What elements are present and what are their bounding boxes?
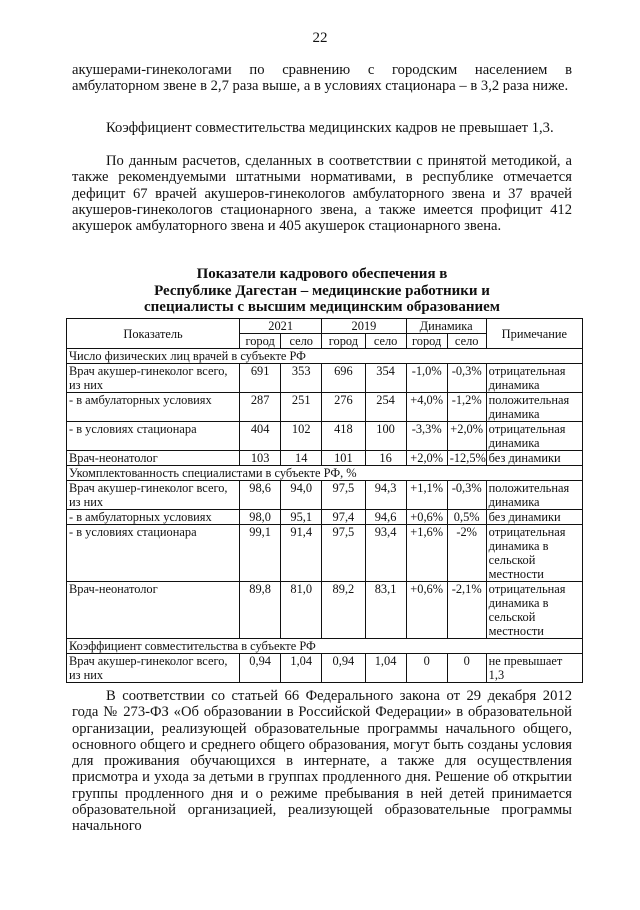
table-cell: 0 [447,654,486,683]
header-village: село [281,334,322,349]
table-cell: 94,0 [281,481,322,510]
table-row [67,393,583,422]
section-row [67,466,583,481]
table-cell: 691 [240,364,281,393]
row-label: Врач акушер-гинеколог всего, из них [67,481,240,510]
table-cell: 0,94 [240,654,281,683]
table-cell: 1,04 [281,654,322,683]
table-cell: 0,5% [447,510,486,525]
table-cell: -0,3% [447,481,486,510]
row-note: отрицательная динамика [486,364,582,393]
row-label: Врач акушер-гинеколог всего, из них [67,364,240,393]
table-cell: +2,0% [406,451,447,466]
table-row [67,654,583,683]
table-cell: 103 [240,451,281,466]
row-note: без динамики [486,510,582,525]
table-cell: 89,2 [322,582,365,639]
table-cell: 404 [240,422,281,451]
table-cell: 418 [322,422,365,451]
row-note: отрицательная динамика в сельской местности [486,525,582,582]
table-cell: 98,0 [240,510,281,525]
table-cell: 101 [322,451,365,466]
header-city: город [240,334,281,349]
row-label: - в амбулаторных условиях [67,510,240,525]
table-cell: 81,0 [281,582,322,639]
table-cell: 0,94 [322,654,365,683]
table-cell: 99,1 [240,525,281,582]
table-cell: -3,3% [406,422,447,451]
page-number: 22 [312,30,328,46]
table-cell: -12,5% [447,451,486,466]
paragraph [72,62,572,95]
table-cell: 696 [322,364,365,393]
table-title [72,266,572,316]
section-title: Коэффициент совместительства в субъекте РФ [67,639,583,654]
header-city: город [322,334,365,349]
table-cell: 93,4 [365,525,406,582]
section-title: Число физических лиц врачей в субъекте РФ [67,349,583,364]
table-cell: 251 [281,393,322,422]
table-cell: -1,2% [447,393,486,422]
table-cell: 94,6 [365,510,406,525]
row-note: положительная динамика [486,393,582,422]
table-row [67,481,583,510]
table-cell: +1,6% [406,525,447,582]
table-cell: -1,0% [406,364,447,393]
table-cell: 14 [281,451,322,466]
table-row [67,451,583,466]
table-title-line: Показатели кадрового обеспечения в [196,266,448,282]
table-row [67,510,583,525]
table-cell: 89,8 [240,582,281,639]
table-cell: 0 [406,654,447,683]
table-cell: 276 [322,393,365,422]
table-cell: 254 [365,393,406,422]
section-row [67,349,583,364]
table-title-line: специалисты с высшим медицинским образованием [144,299,500,315]
row-label: - в условиях стационара [67,525,240,582]
table-cell: 353 [281,364,322,393]
table-row [67,582,583,639]
paragraph [72,153,572,234]
table-cell: +0,6% [406,582,447,639]
table-cell: -0,3% [447,364,486,393]
table-cell: +0,6% [406,510,447,525]
row-label: Врач-неонатолог [67,451,240,466]
table-cell: 16 [365,451,406,466]
row-label: - в условиях стационара [67,422,240,451]
table-cell: 97,5 [322,481,365,510]
table-cell: 354 [365,364,406,393]
table-cell: 91,4 [281,525,322,582]
header-indicator: Показатель [67,319,240,349]
header-village: село [365,334,406,349]
table-cell: 94,3 [365,481,406,510]
table-cell: -2% [447,525,486,582]
section-title: Укомплектованность специалистами в субъекте РФ, % [67,466,583,481]
row-note: отрицательная динамика в сельской местности [486,582,582,639]
header-dynamics: Динамика [406,319,486,334]
header-year-2019: 2019 [322,319,406,334]
table-cell: 287 [240,393,281,422]
header-note: Примечание [486,319,582,349]
row-label: Врач акушер-гинеколог всего, из них [67,654,240,683]
table-cell: 98,6 [240,481,281,510]
table-cell: 1,04 [365,654,406,683]
paragraph-text: Коэффициент совместительства медицинских кадров не превышает 1,3. [106,120,554,136]
table-row [67,525,583,582]
table-row [67,364,583,393]
table-cell: +2,0% [447,422,486,451]
table-cell: 100 [365,422,406,451]
staffing-table [66,318,583,683]
paragraph [72,120,572,136]
paragraph-text: акушерами-гинекологами по сравнению с городским населением в амбулаторном звене в 2,7 раза выше, а в условиях стационара – в 3,2 раза ниже. [72,62,572,95]
row-note: не превышает 1,3 [486,654,582,683]
header-city: город [406,334,447,349]
table-row [67,422,583,451]
paragraph [72,688,572,835]
row-label: Врач-неонатолог [67,582,240,639]
table-cell: 97,5 [322,525,365,582]
table-title-line: Республике Дагестан – медицинские работники и [154,282,490,299]
section-row [67,639,583,654]
row-note: без динамики [486,451,582,466]
table-cell: +4,0% [406,393,447,422]
row-label: - в амбулаторных условиях [67,393,240,422]
header-village: село [447,334,486,349]
table-cell: -2,1% [447,582,486,639]
paragraph-text: В соответствии со статьей 66 Федерального закона от 29 декабря 2012 года № 273-ФЗ «Об образовании в Российской Федерации» в образовательной организации, реализующей образовательные программы начального общего, основного общего и среднего общего образования, могут быть созданы условия для проживания обучающихся в интернате, а также для осуществления присмотра и ухода за детьми в группах продленного дня. Решение об открытии группы продленного дня и о режиме пребывания в ней детей принимается образовательной организацией, реализующей образовательные программы начального [72,688,572,835]
header-year-2021: 2021 [240,319,322,334]
row-note: отрицательная динамика [486,422,582,451]
row-note: положительная динамика [486,481,582,510]
table-cell: 97,4 [322,510,365,525]
table-cell: 83,1 [365,582,406,639]
paragraph-text: По данным расчетов, сделанных в соответствии с принятой методикой, а также рекомендуемыми штатными нормативами, в республике отмечается дефицит 67 врачей акушеров-гинекологов амбулаторного звена и 37 врачей акушеров-гинекологов стационарного звена, а также имеется профицит 412 акушерок амбулаторного звена и 405 акушерок стационарного звена. [72,153,572,235]
table-cell: 102 [281,422,322,451]
table-cell: +1,1% [406,481,447,510]
table-cell: 95,1 [281,510,322,525]
